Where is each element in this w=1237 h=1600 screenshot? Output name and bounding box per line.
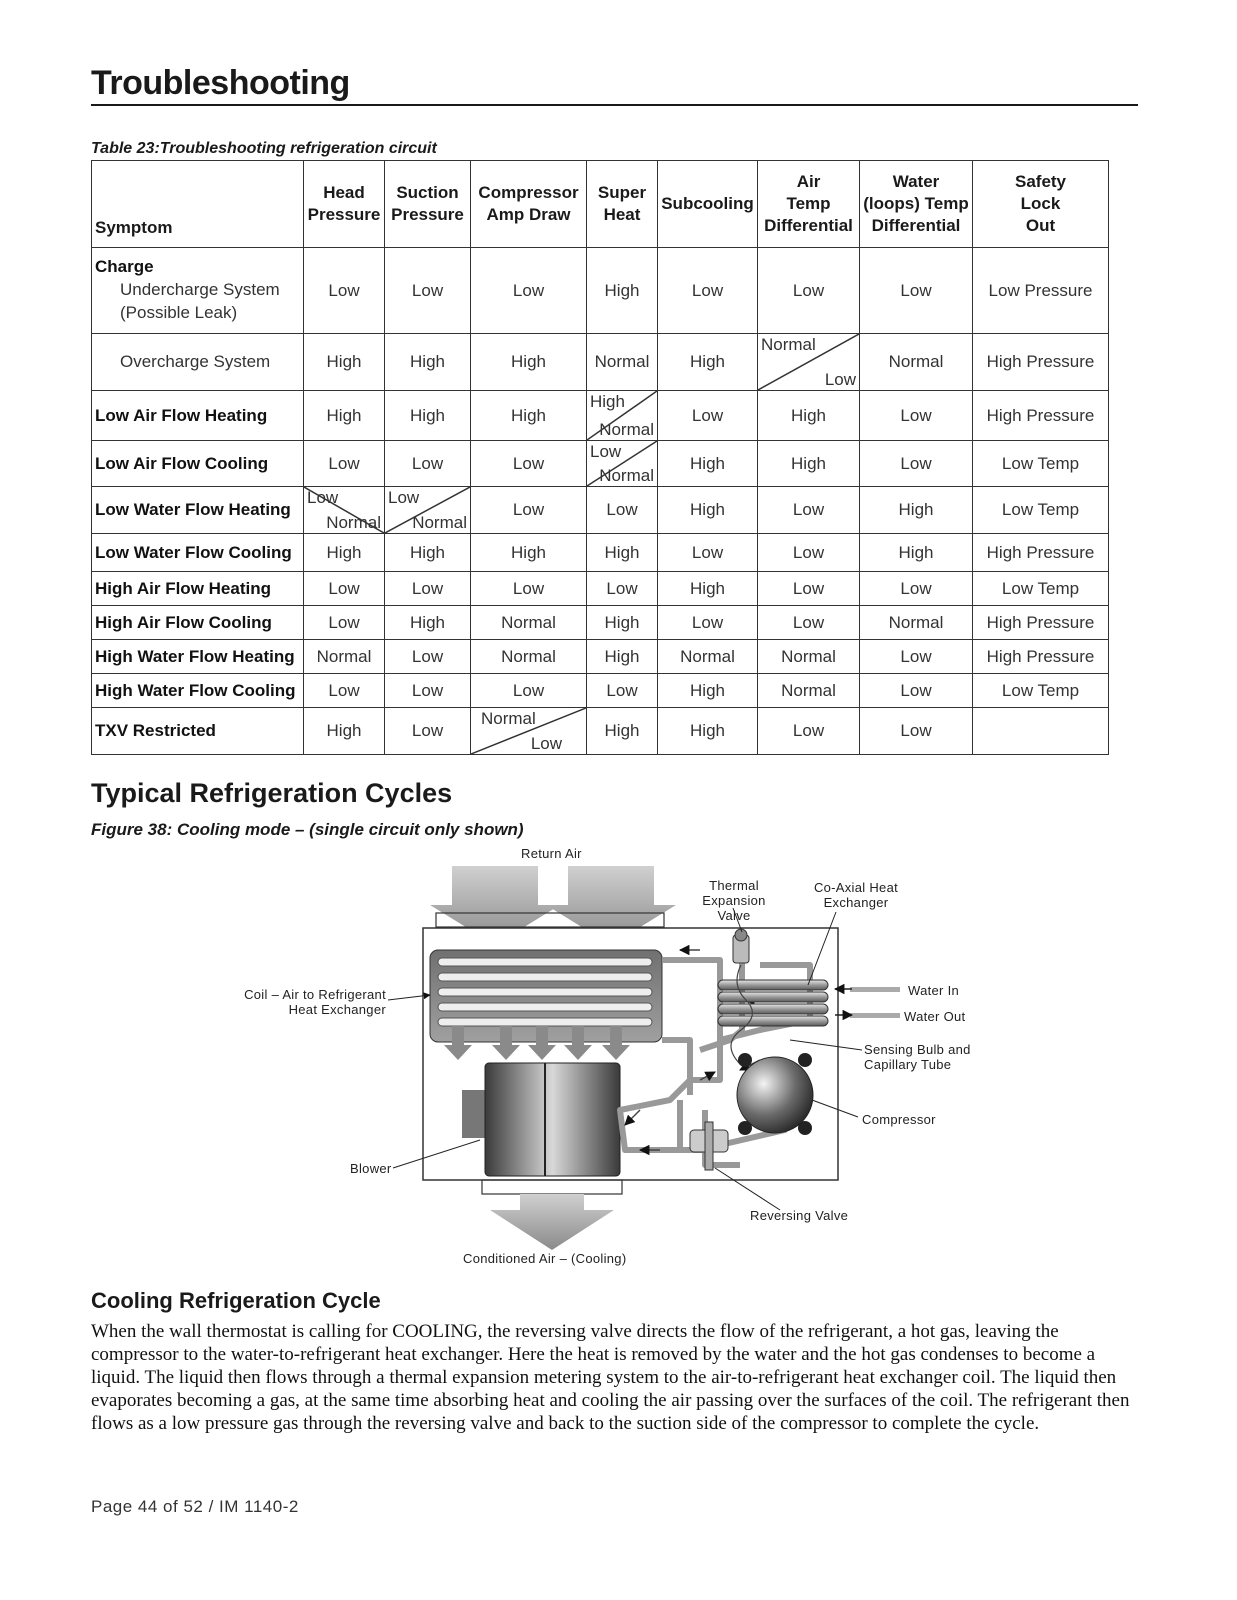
label-thermal-valve: Thermal Expansion Valve <box>702 878 766 923</box>
split-top: Low <box>307 488 339 507</box>
table-row <box>92 534 1109 572</box>
table-row <box>92 391 1109 441</box>
table-cell: Normal <box>758 674 860 708</box>
table-cell: Low <box>860 441 973 487</box>
label-reversing-valve: Reversing Valve <box>750 1208 849 1223</box>
table-row <box>92 441 1109 487</box>
table-cell: High <box>471 391 587 441</box>
split-cell <box>304 487 385 534</box>
table-cell: Low <box>860 391 973 441</box>
label-blower: Blower <box>350 1161 392 1176</box>
table-cell: Low <box>758 487 860 534</box>
row-symptom: Low Air Flow Cooling <box>92 441 304 487</box>
table-cell: Low <box>658 391 758 441</box>
row-symptom: High Air Flow Heating <box>92 572 304 606</box>
header-head-pressure: Head Pressure <box>304 161 385 248</box>
table-caption: Table 23:Troubleshooting refrigeration circuit <box>91 140 437 157</box>
table-cell: High <box>587 606 658 640</box>
table-cell: Low Temp <box>973 674 1109 708</box>
split-bottom: Normal <box>599 420 654 439</box>
split-cell <box>471 708 587 755</box>
row-symptom: Overcharge System <box>92 334 304 391</box>
table-cell: Low <box>658 534 758 572</box>
table-cell: High <box>304 391 385 441</box>
table-cell <box>973 708 1109 755</box>
row-symptom-charge <box>92 248 304 334</box>
table-cell: Low <box>860 640 973 674</box>
table-cell: High Pressure <box>973 534 1109 572</box>
table-cell: Normal <box>471 606 587 640</box>
page-footer: Page 44 of 52 / IM 1140-2 <box>91 1497 299 1516</box>
table-cell: Low <box>658 248 758 334</box>
table-cell: Low <box>860 248 973 334</box>
table-cell: Low <box>860 674 973 708</box>
header-subcooling: Subcooling <box>658 161 758 248</box>
split-bottom: Normal <box>326 513 381 532</box>
split-cell <box>758 334 860 391</box>
blower <box>462 1063 620 1176</box>
split-top: Normal <box>761 335 816 354</box>
split-bottom: Low <box>530 734 562 753</box>
group-label-charge: Charge <box>95 257 154 276</box>
split-top: High <box>590 392 625 411</box>
table-cell: Normal <box>587 334 658 391</box>
table-cell: Low Pressure <box>973 248 1109 334</box>
table-cell: High <box>658 708 758 755</box>
table-cell: Normal <box>860 606 973 640</box>
table-cell: Low <box>385 248 471 334</box>
table-cell: Low <box>304 674 385 708</box>
table-cell: Low Temp <box>973 572 1109 606</box>
table-row <box>92 572 1109 606</box>
table-cell: Low <box>758 708 860 755</box>
table-cell: Low <box>385 441 471 487</box>
split-bottom: Normal <box>599 466 654 485</box>
split-top: Low <box>590 442 622 461</box>
table-row <box>92 708 1109 755</box>
table-cell: High Pressure <box>973 391 1109 441</box>
table-cell: Low <box>304 572 385 606</box>
cycle-description: When the wall thermostat is calling for COOLING, the reversing valve directs the flow of the refrigerant, a hot gas, leaving the compressor to the water-to-refrigerant heat exchanger. Here the heat is removed by the water and the hot gas condenses to become a liquid. The liquid then flows through a thermal expansion metering system to the air-to-refrigerant heat exchanger coil. The liquid then evaporates becoming a gas, at the same time absorbing heat and cooling the air passing over the surfaces of the coil. The refrigerant then flows as a low pressure gas through the reversing valve and back to the suction side of the compressor to complete the cycle. <box>91 1321 1130 1434</box>
table-cell: Low <box>758 248 860 334</box>
table-cell: Low <box>304 606 385 640</box>
table-cell: Low <box>587 572 658 606</box>
table-cell: Low <box>860 708 973 755</box>
table-cell: Low <box>758 534 860 572</box>
table-cell: High Pressure <box>973 640 1109 674</box>
split-bottom: Normal <box>412 513 467 532</box>
table-cell: Low <box>587 487 658 534</box>
split-cell <box>587 391 658 441</box>
split-top: Low <box>388 488 420 507</box>
table-cell: High <box>385 334 471 391</box>
row-symptom: High Water Flow Heating <box>92 640 304 674</box>
table-cell: High <box>587 534 658 572</box>
section-heading: Typical Refrigeration Cycles <box>91 778 453 808</box>
table-cell: Low <box>471 248 587 334</box>
label-coil: Coil – Air to Refrigerant Heat Exchanger <box>244 987 386 1017</box>
table-cell: High <box>304 334 385 391</box>
row-symptom: High Water Flow Cooling <box>92 674 304 708</box>
table-cell: High <box>658 572 758 606</box>
table-cell: High <box>471 334 587 391</box>
row-symptom: Low Air Flow Heating <box>92 391 304 441</box>
table-row <box>92 606 1109 640</box>
compressor <box>737 1053 813 1135</box>
table-cell: High <box>304 708 385 755</box>
page-title: Troubleshooting <box>91 64 350 102</box>
row-symptom: Low Water Flow Heating <box>92 487 304 534</box>
table-cell: High <box>758 441 860 487</box>
table-cell: High <box>658 487 758 534</box>
table-cell: High <box>758 391 860 441</box>
subsection-heading: Cooling Refrigeration Cycle <box>91 1288 381 1313</box>
table-cell: Low <box>385 572 471 606</box>
table-cell: Normal <box>658 640 758 674</box>
label-water-in: Water In <box>908 983 960 998</box>
table-cell: High <box>385 534 471 572</box>
label-compressor: Compressor <box>862 1112 936 1127</box>
split-cell <box>385 487 471 534</box>
table-row <box>92 248 1109 334</box>
undercharge-label: Undercharge System (Possible Leak) <box>120 280 280 322</box>
table-cell: Low <box>658 606 758 640</box>
split-bottom: Low <box>824 370 856 389</box>
table-cell: Low <box>471 487 587 534</box>
table-cell: High <box>587 248 658 334</box>
header-air-temp: Air Temp Differential <box>758 161 860 248</box>
table-cell: Low <box>860 572 973 606</box>
label-coaxial: Co-Axial Heat Exchanger <box>813 880 899 910</box>
table-cell: Normal <box>860 334 973 391</box>
label-water-out: Water Out <box>904 1009 966 1024</box>
table-cell: Low <box>385 708 471 755</box>
refrigeration-diagram <box>0 840 1237 1280</box>
table-cell: Low <box>471 572 587 606</box>
conditioned-air-arrow <box>490 1194 614 1250</box>
table-cell: Low <box>385 640 471 674</box>
table-cell: Low <box>758 572 860 606</box>
header-safety: Safety Lock Out <box>973 161 1109 248</box>
table-cell: Low <box>304 248 385 334</box>
table-cell: High <box>471 534 587 572</box>
label-conditioned-air: Conditioned Air – (Cooling) <box>463 1251 627 1266</box>
table-header-row <box>92 161 1109 248</box>
table-cell: High <box>385 606 471 640</box>
header-suction-pressure: Suction Pressure <box>385 161 471 248</box>
table-cell: High Pressure <box>973 334 1109 391</box>
table-cell: High <box>385 391 471 441</box>
table-cell: Low <box>758 606 860 640</box>
title-rule <box>91 104 1138 106</box>
table-cell: Low <box>385 674 471 708</box>
table-cell: High <box>658 441 758 487</box>
troubleshooting-table <box>91 160 1109 755</box>
table-cell: Low Temp <box>973 487 1109 534</box>
split-cell <box>587 441 658 487</box>
table-cell: High Pressure <box>973 606 1109 640</box>
table-row <box>92 674 1109 708</box>
row-symptom: TXV Restricted <box>92 708 304 755</box>
table-cell: Normal <box>471 640 587 674</box>
table-cell: High <box>587 640 658 674</box>
split-top: Normal <box>481 709 536 728</box>
table-cell: High <box>860 534 973 572</box>
table-cell: Low Temp <box>973 441 1109 487</box>
table-cell: High <box>860 487 973 534</box>
table-cell: Low <box>471 674 587 708</box>
table-cell: Normal <box>758 640 860 674</box>
figure-caption: Figure 38: Cooling mode – (single circuit only shown) <box>91 820 524 839</box>
row-symptom: High Air Flow Cooling <box>92 606 304 640</box>
table-row <box>92 334 1109 391</box>
table-cell: High <box>658 674 758 708</box>
table-cell: High <box>304 534 385 572</box>
expansion-valve <box>733 929 749 963</box>
table-cell: Normal <box>304 640 385 674</box>
table-cell: High <box>658 334 758 391</box>
header-symptom: Symptom <box>92 161 304 248</box>
table-cell: Low <box>587 674 658 708</box>
header-compressor-amp: Compressor Amp Draw <box>471 161 587 248</box>
header-water-temp: Water (loops) Temp Differential <box>860 161 973 248</box>
table-cell: High <box>587 708 658 755</box>
table-cell: Low <box>304 441 385 487</box>
label-sensing-bulb: Sensing Bulb and Capillary Tube <box>864 1042 971 1072</box>
table-cell: Low <box>471 441 587 487</box>
table-row <box>92 487 1109 534</box>
label-return-air: Return Air <box>521 846 582 861</box>
row-symptom: Low Water Flow Cooling <box>92 534 304 572</box>
header-super-heat: Super Heat <box>587 161 658 248</box>
table-row <box>92 640 1109 674</box>
